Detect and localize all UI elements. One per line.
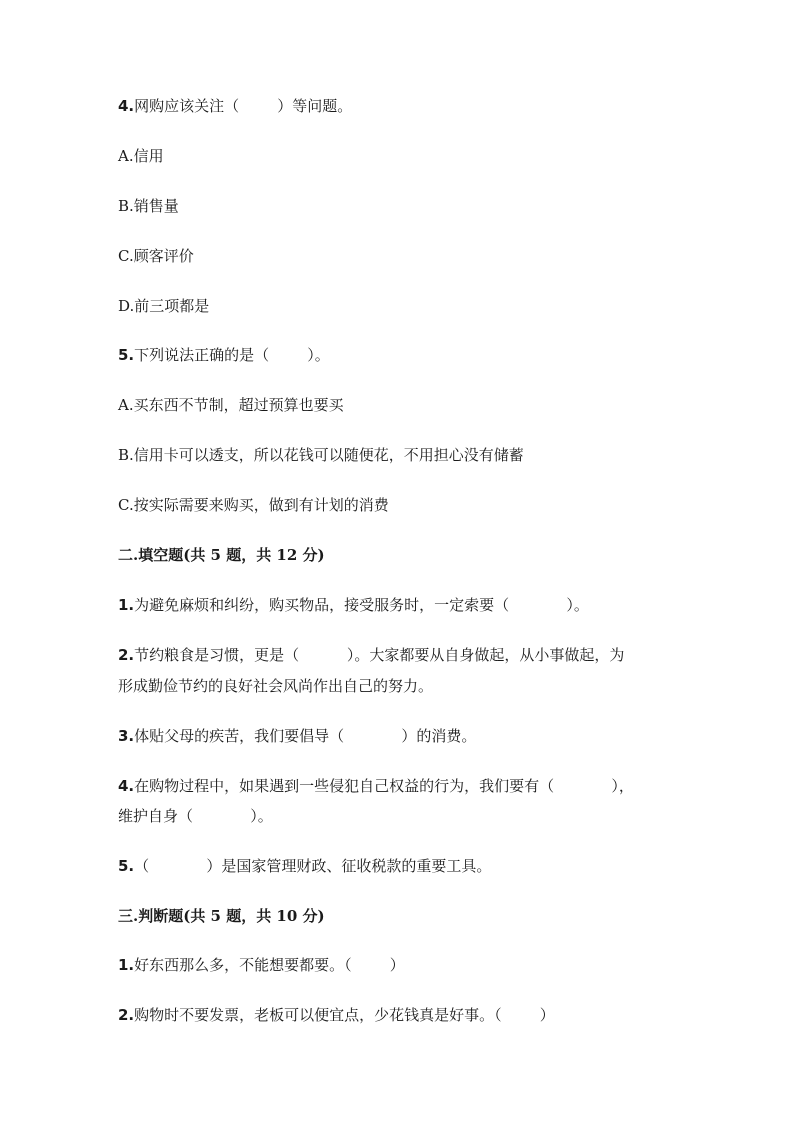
- judge-question-1: [118, 955, 405, 975]
- fill-question-4-line-1: [118, 776, 634, 796]
- question-4-option-c: C.顾客评价: [118, 247, 194, 265]
- question-5-option-c: C.按实际需要来购买，做到有计划的消费: [118, 496, 389, 514]
- judge-question-2: [118, 1005, 555, 1025]
- question-4-option-a: A.信用: [118, 147, 164, 165]
- judge-question-2-text: 购物时不要发票，老板可以便宜点，少花钱真是好事。（ ）: [134, 1006, 555, 1024]
- question-4-option-d: D.前三项都是: [118, 297, 210, 315]
- judge-question-2-number: 2.: [118, 1006, 135, 1024]
- fill-question-2-line-2: 形成勤俭节约的良好社会风尚作出自己的努力。: [118, 677, 434, 695]
- fill-question-4-number: 4.: [118, 777, 135, 795]
- question-4-line: [118, 96, 352, 116]
- question-5-option-b: B.信用卡可以透支，所以花钱可以随便花，不用担心没有储蓄: [118, 446, 524, 464]
- judge-question-1-text: 好东西那么多，不能想要都要。（ ）: [134, 956, 405, 974]
- fill-question-2-line-1: [118, 645, 624, 665]
- question-4-number: 4.: [118, 97, 135, 115]
- fill-question-2-number: 2.: [118, 646, 135, 664]
- fill-question-1-number: 1.: [118, 596, 135, 614]
- fill-question-1-text: 为避免麻烦和纠纷，购买物品，接受服务时，一定索要（ ）。: [134, 596, 589, 614]
- question-4-option-b: B.销售量: [118, 197, 179, 215]
- fill-question-5: [118, 856, 491, 876]
- question-5-text: 下列说法正确的是（ ）。: [134, 346, 330, 364]
- fill-question-4-line-2: 维护自身（ ）。: [118, 807, 273, 825]
- fill-question-2-text-1: 节约粮食是习惯，更是（ ）。大家都要从自身做起，从小事做起，为: [134, 646, 625, 664]
- fill-question-5-number: 5.: [118, 857, 135, 875]
- question-5-number: 5.: [118, 346, 135, 364]
- judge-question-1-number: 1.: [118, 956, 135, 974]
- section-2-heading: 二.填空题(共 5 题，共 12 分): [118, 546, 325, 564]
- question-5-option-a: A.买东西不节制，超过预算也要买: [118, 396, 344, 414]
- fill-question-4-text-1: 在购物过程中，如果遇到一些侵犯自己权益的行为，我们要有（ ），: [134, 777, 634, 795]
- fill-question-5-text: （ ）是国家管理财政、征收税款的重要工具。: [134, 857, 492, 875]
- question-5-line: [118, 345, 330, 365]
- fill-question-3: [118, 726, 476, 746]
- question-4-text: 网购应该关注（ ）等问题。: [134, 97, 353, 115]
- fill-question-1: [118, 595, 589, 615]
- section-3-heading: 三.判断题(共 5 题，共 10 分): [118, 907, 325, 925]
- fill-question-3-number: 3.: [118, 727, 135, 745]
- fill-question-3-text: 体贴父母的疾苦，我们要倡导（ ）的消费。: [134, 727, 477, 745]
